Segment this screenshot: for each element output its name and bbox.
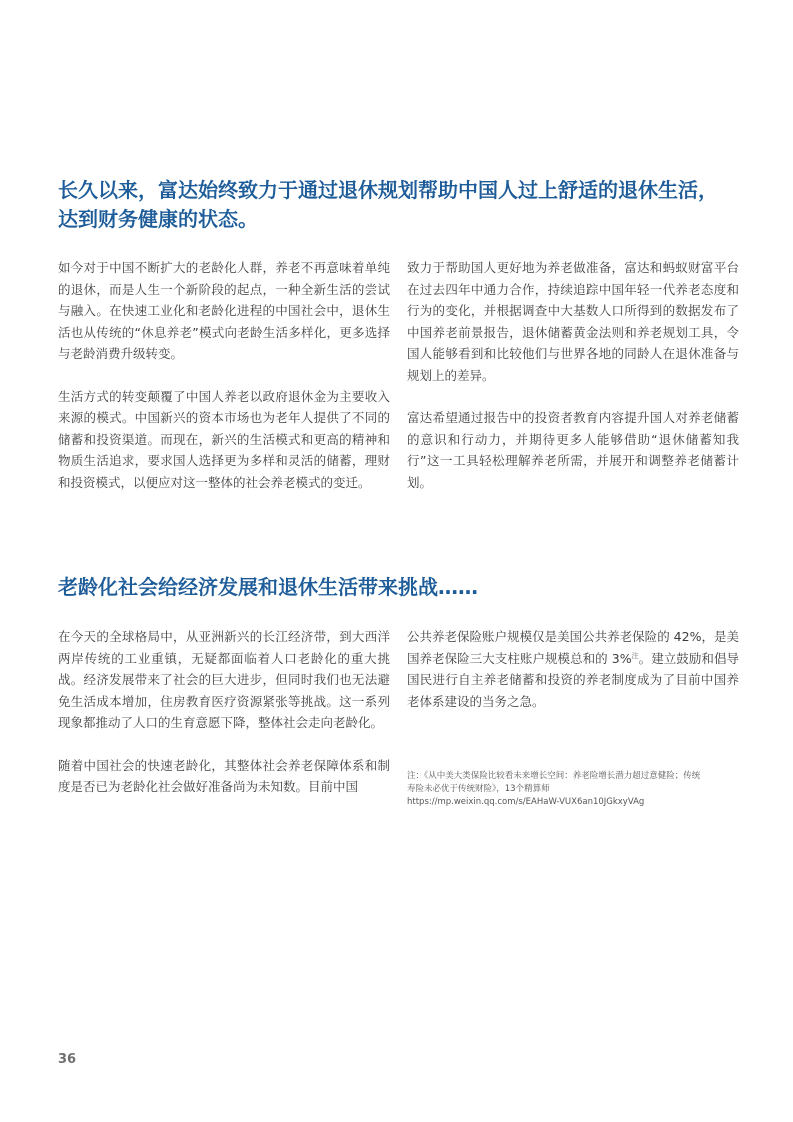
section2-right-column (407, 626, 739, 733)
paragraph: 富达希望通过报告中的投资者教育内容提升国人对养老储蓄的意识和行动力，并期待更多人能够借助“退休储蓄知我行”这一工具轻松理解养老所需，并展开和调整养老储蓄计划。 (407, 410, 739, 490)
section-heading-fidelity-commitment (58, 176, 718, 234)
heading-line-2: 达到财务健康的状态。 (58, 207, 258, 231)
section2-left-column (58, 626, 390, 819)
footnote-marker: 注 (631, 651, 639, 660)
paragraph: 随着中国社会的快速老龄化，其整体社会养老保障体系和制度是否已为老龄化社会做好准备尚为未知数。目前中国 (58, 757, 390, 794)
paragraph-text: 公共养老保险账户规模仅是美国公共养老保险的 42%，是美国养老保险三大支柱账户规模总和的 3% (407, 629, 739, 666)
paragraph: 致力于帮助国人更好地为养老做准备，富达和蚂蚁财富平台在过去四年中通力合作，持续追踪中国年轻一代养老态度和行为的变化，并根据调查中大基数人口所得到的数据发布了中国养老前景报告，退休储蓄黄金法则和养老规划工具，令国人能够看到和比较他们与世界各地的同龄人在退休准备与规划上的差异。 (407, 260, 739, 383)
footnote-link[interactable]: https://mp.weixin.qq.com/s/EAHaW-VUX6an10JGkxyVAg (407, 797, 645, 807)
footnote-line: 注：《从中美大类保险比较看未来增长空间：养老险增长潜力超过意健险；传统 (407, 771, 701, 781)
footnote-line: 寿险未必优于传统财险》，13个精算师 (407, 784, 550, 794)
paragraph: 生活方式的转变颠覆了中国人养老以政府退休金为主要收入来源的模式。中国新兴的资本市场也为老年人提供了不同的储蓄和投资渠道。而现在，新兴的生活模式和更高的精神和物质生活追求，要求国人选择更为多样和灵活的储蓄，理财和投资模式，以便应对这一整体的社会养老模式的变迁。 (58, 388, 390, 490)
section1-right-column (407, 257, 739, 514)
footnote (407, 770, 742, 809)
paragraph (407, 626, 739, 712)
paragraph: 如今对于中国不断扩大的老龄化人群，养老不再意味着单纯的退休，而是人生一个新阶段的起点，一种全新生活的尝试与融入。在快速工业化和老龄化进程的中国社会中，退休生活也从传统的“休息养老”模式向老龄生活多样化，更多选择与老龄消费升级转变。 (58, 260, 390, 361)
page-number: 36 (58, 1052, 77, 1067)
section-heading-aging-challenge: 老龄化社会给经济发展和退休生活带来挑战…… (58, 575, 478, 599)
heading-line-1: 长久以来，富达始终致力于通过退休规划帮助中国人过上舒适的退休生活， (58, 178, 718, 202)
section1-left-column (58, 257, 390, 514)
paragraph: 在今天的全球格局中，从亚洲新兴的长江经济带，到大西洋两岸传统的工业重镇，无疑都面临着人口老龄化的重大挑战。经济发展带来了社会的巨大进步，但同时我们也无法避免生活成本增加，住房教育医疗资源紧张等挑战。这一系列现象都推动了人口的生育意愿下降，整体社会走向老龄化。 (58, 629, 390, 730)
paragraph-text: 。建立鼓励和倡导国民进行自主养老储蓄和投资的养老制度成为了目前中国养老体系建设的当务之急。 (407, 650, 739, 709)
